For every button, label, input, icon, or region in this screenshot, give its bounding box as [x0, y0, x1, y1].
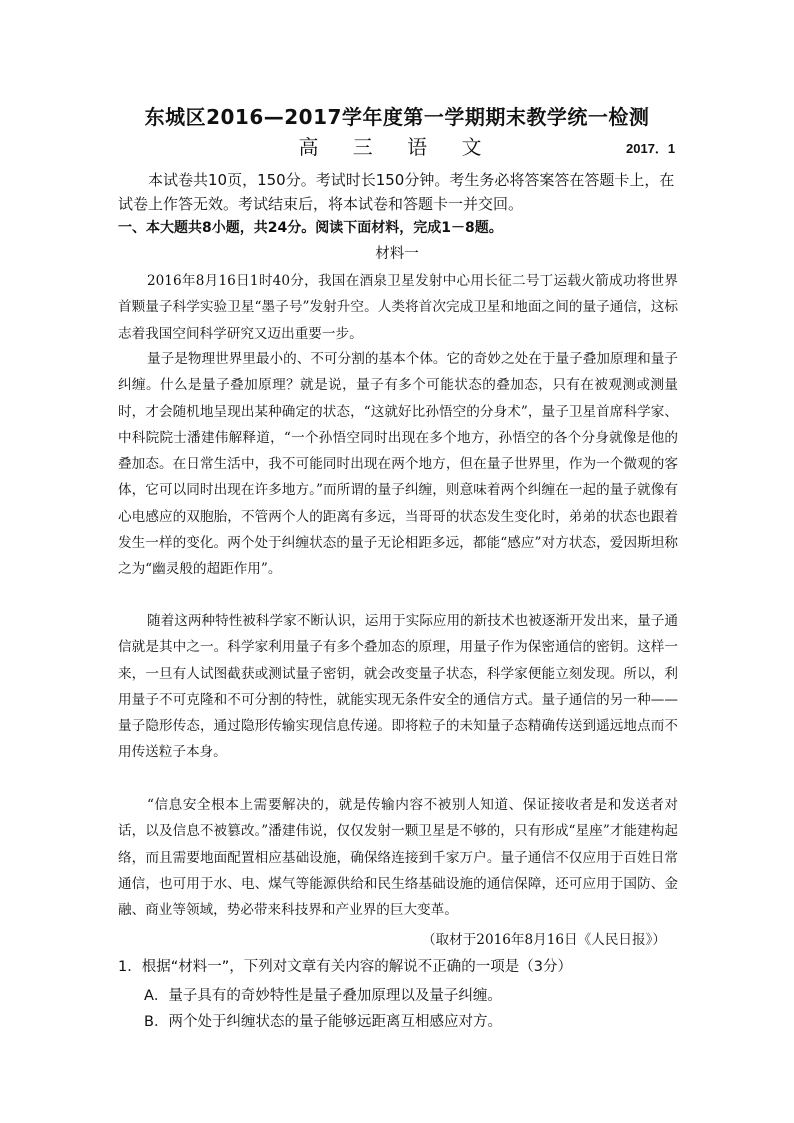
question-option-b: B．两个处于纠缠状态的量子能够远距离互相感应对方。	[144, 1014, 502, 1030]
paragraph-text: 量子是物理世界里最小的、不可分割的基本个体。它的奇妙之处在于量子叠加原理和量子纠缠。什么是量子叠加原理？就是说，量子有多个可能状态的叠加态，只有在被观测或测量时，才会随机地呈现出某种确定的状态，“这就好比孙悟空的分身术”，量子卫星首席科学家、中科院院士潘建伟解释道，“一个孙悟空同时出现在多个地方，孙悟空的各个分身就像是他的叠加态。在日常生活中，我不可能同时出现在两个地方，但在量子世界里，作为一个微观的客体，它可以同时出现在许多地方。”而所谓的量子纠缠，则意味着两个纠缠在一起的量子就像有心电感应的双胞胎，不管两个人的距离有多远，当哥哥的状态发生变化时，弟弟的状态也跟着发生一样的变化。两个处于纠缠状态的量子无论相距多远，都能“感应”对方状态，爱因斯坦称之为“幽灵般的超距作用”。	[118, 351, 678, 578]
exam-instructions: 本试卷共10页，150分。考试时长150分钟。考生务必将答案答在答题卡上，在试卷上作答无效。考试结束后，将本试卷和答题卡一并交回。	[118, 171, 675, 213]
paragraph-text: 随着这两种特性被科学家不断认识，运用于实际应用的新技术也被逐渐开发出来，量子通信就是其中之一。科学家利用量子有多个叠加态的原理，用量子作为保密通信的密钥。这样一来，一旦有人试图截获或测试量子密钥，就会改变量子状态，科学家便能立刻发现。所以，利用量子不可克隆和不可分割的特性，就能实现无条件安全的通信方式。量子通信的另一种——量子隐形传态，通过隐形传输实现信息传递。即将粒子的未知量子态精确传送到遥远地点而不用传送粒子本身。	[118, 613, 678, 761]
question-option-a: A．量子具有的奇妙特性是量子叠加原理以及量子纠缠。	[144, 988, 502, 1004]
article-paragraph	[118, 792, 678, 923]
paragraph-text: “信息安全根本上需要解决的，就是传输内容不被别人知道、保证接收者是和发送者对话，以及信息不被篡改。”潘建伟说，仅仅发射一颗卫星是不够的，只有形成“星座”才能建构起络，而且需要地面配置相应基础设施，确保络连接到千家万户。量子通信不仅应用于百姓日常通信，也可用于水、电、煤气等能源供给和民生络基础设施的通信保障，还可应用于国防、金融、商业等领域，势必带来科技界和产业界的巨大变革。	[118, 797, 678, 919]
source-citation: （取材于2016年8月16日《人民日报》）	[421, 932, 666, 948]
paragraph-text: 2016年8月16日1时40分，我国在酒泉卫星发射中心用长征二号丁运载火箭成功将世界首颗量子科学实验卫星“墨子号”发射升空。人类将首次完成卫星和地面之间的量子通信，这标志着我国空间科学研究又迈出重要一步。	[118, 273, 678, 342]
article-paragraph	[118, 608, 678, 766]
section-heading: 一、本大题共8小题，共24分。阅读下面材料，完成1－8题。	[118, 220, 503, 236]
exam-date: 2017．1	[626, 141, 676, 156]
question-stem: 1．根据“材料一”，下列对文章有关内容的解说不正确的一项是（3分）	[118, 959, 572, 975]
article-paragraph	[118, 268, 678, 347]
article-paragraph	[118, 346, 678, 583]
material-title: 材料一	[375, 246, 419, 262]
subject-title: 高 三 语 文	[298, 135, 496, 159]
page-title: 东城区2016—2017学年度第一学期期末教学统一检测	[144, 105, 650, 129]
